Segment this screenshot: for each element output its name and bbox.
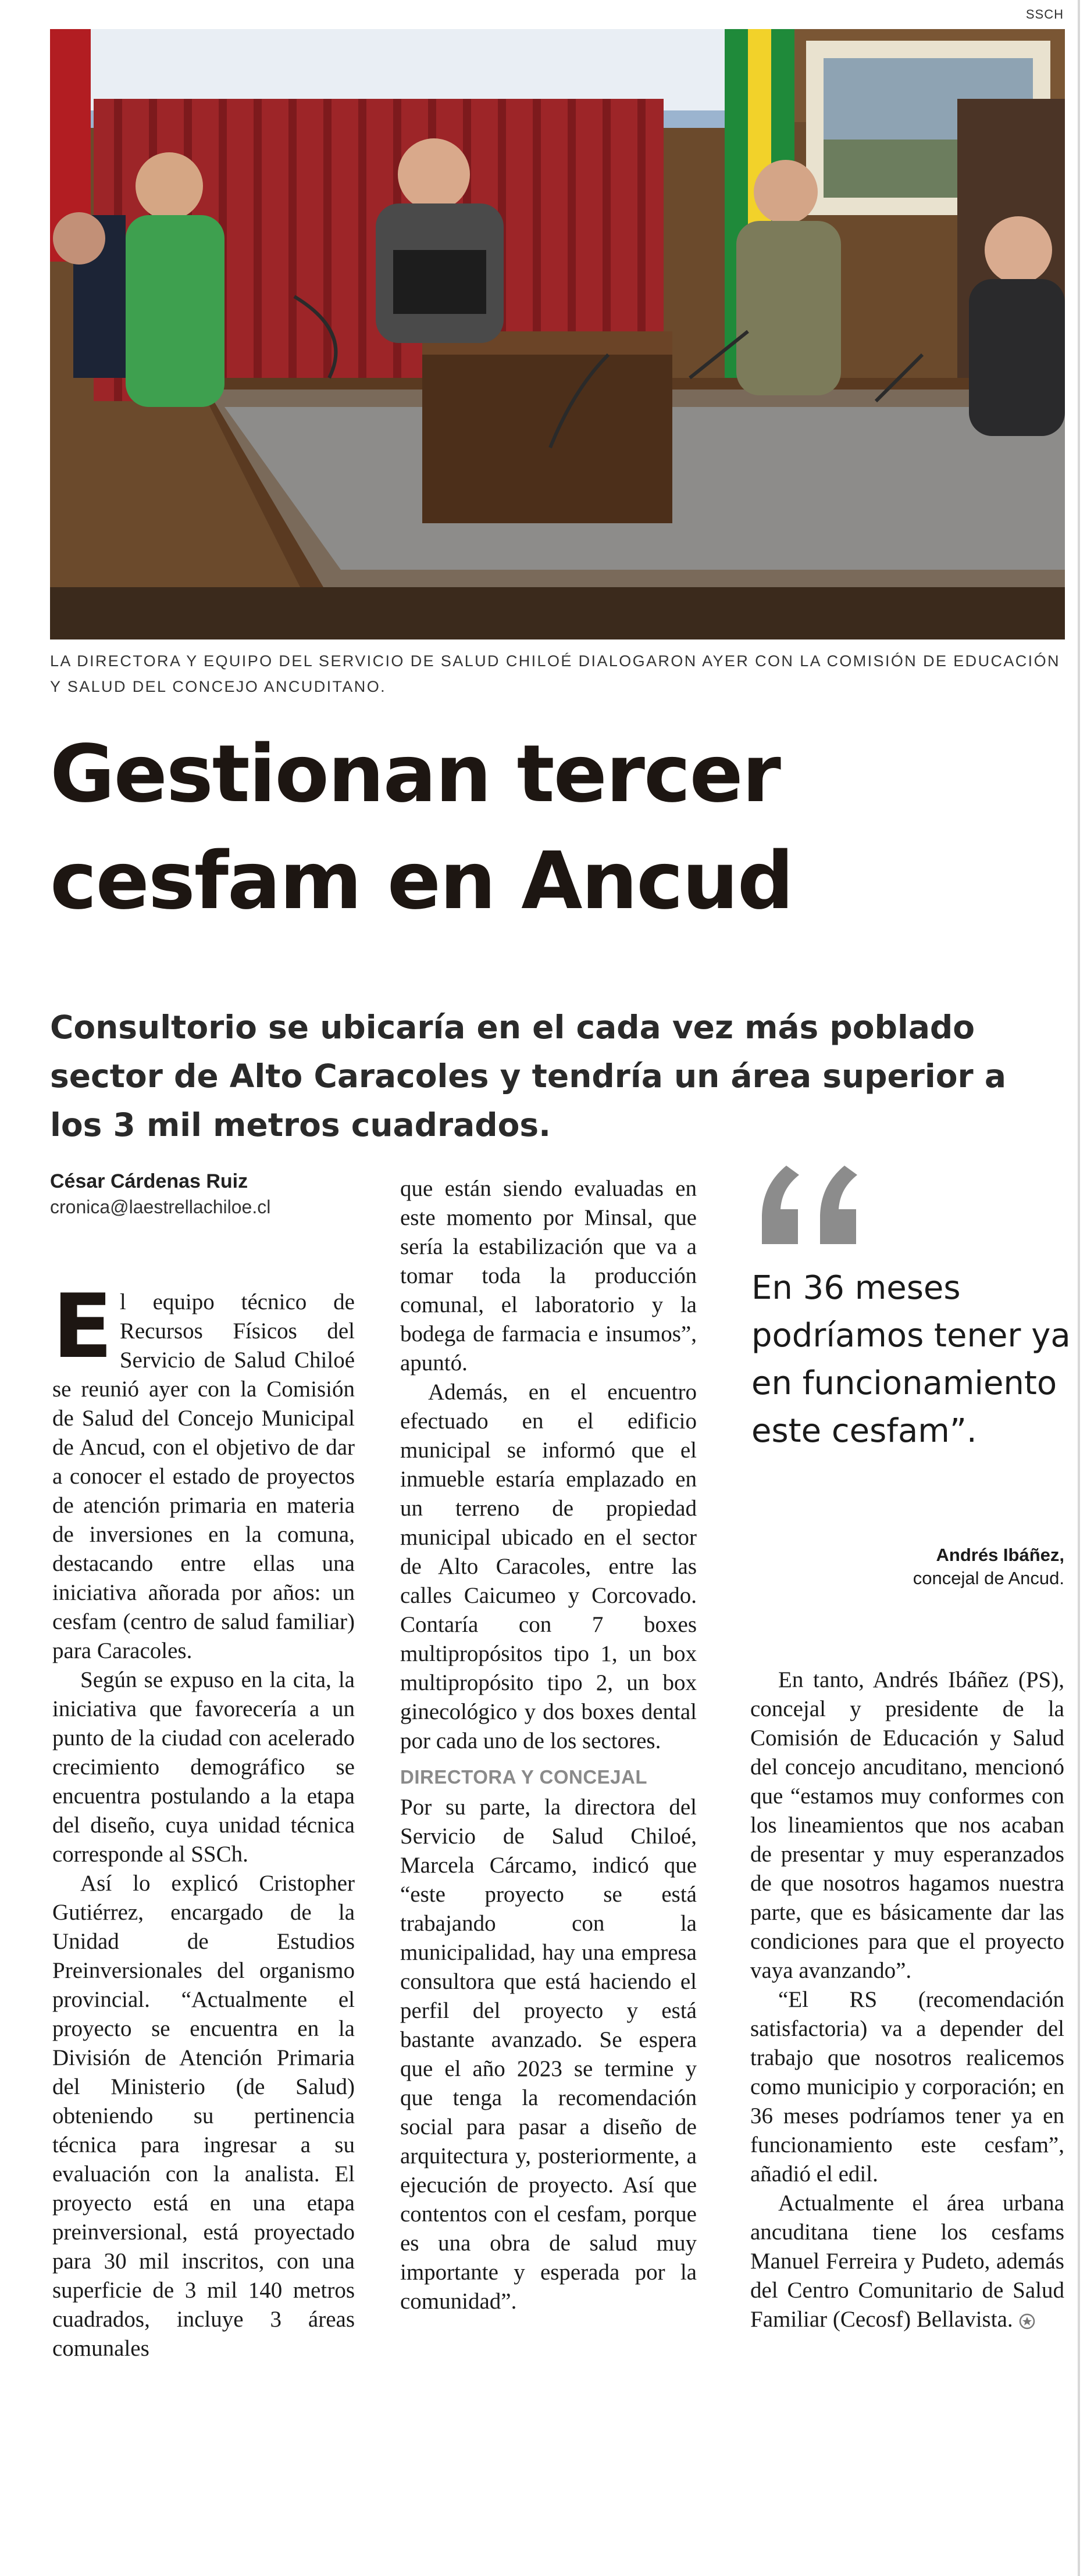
author-name: César Cárdenas Ruiz (50, 1170, 248, 1192)
drop-cap: E (52, 1275, 113, 1378)
photo-caption: LA DIRECTORA Y EQUIPO DEL SERVICIO DE SALUD CHILOÉ DIALOGARON AYER CON LA COMISIÓN DE EDUCACIÓN Y SALUD DEL CONCEJO ANCUDITANO. (50, 652, 1060, 695)
news-photo (50, 29, 1065, 639)
headline-line-2: cesfam en Ancud (50, 835, 793, 927)
article-column-2 (400, 1174, 697, 2316)
page-edge-rule (1078, 0, 1080, 2576)
attribution-name: Andrés Ibáñez, (936, 1545, 1064, 1565)
paragraph-1-text: l equipo técnico de Recursos Físicos del Servicio de Salud Chiloé se reunió ayer con la Comisión de Salud del Concejo Municipal de Ancud, con el objetivo de dar a conocer el estado de proyectos de atención primaria en materia de inversiones en la comuna, destacando entre ellas una iniciativa añorada por años: un cesfam (centro de salud familiar) para Caracoles. (52, 1289, 355, 1663)
attribution-role: concejal de Ancud. (913, 1568, 1064, 1588)
headline (50, 721, 1065, 935)
paragraph-2: Según se expuso en la cita, la iniciativa que favorecería a un punto de la ciudad con acelerado crecimiento demográfico se encuentra postulando a la etapa del diseño, cuya unidad técnica corresponde al SSCh. (52, 1667, 355, 1867)
article-column-1 (52, 1275, 355, 2363)
article-column-3 (750, 1666, 1064, 2334)
paragraph-5: Por su parte, la directora del Servicio de Salud Chiloé, Marcela Cárcamo, indicó que “este proyecto se está trabajando con la municipalidad, hay una empresa consultora que está haciendo el perfil del proyecto y está bastante avanzado. Se espera que el año 2023 se termine y que tenga la recomendación social para pasar a diseño de arquitectura y, posteriormente, a ejecución de proyecto. Así que contentos con el cesfam, porque es una obra de salud muy importante y esperada por la comunidad”. (400, 1795, 697, 2314)
paragraph-4: Además, en el encuentro efectuado en el edificio municipal se informó que el inmueble estaría emplazado en un terreno de propiedad municipal ubicado en el sector de Alto Caracoles, entre las calles Caicumeo y Corcovado. Contaría con 7 boxes multipropósitos tipo 1, un box multipropósito tipo 2, un box ginecológico y dos boxes dental por cada uno de los sectores. (400, 1380, 697, 1753)
section-subtitle: DIRECTORA Y CONCEJAL (400, 1766, 648, 1788)
pull-quote: En 36 meses podríamos tener ya en funcionamiento este cesfam”. (751, 1269, 1071, 1450)
paragraph-1 (52, 1275, 355, 1666)
paragraph-3-continued: que están siendo evaluadas en este momento por Minsal, que sería la estabilización que va a tomar toda la producción comunal, el laboratorio y la bodega de farmacia e insumos”, apuntó. (400, 1176, 697, 1375)
subheadline: Consultorio se ubicaría en el cada vez más poblado sector de Alto Caracoles y tendría un área superior a los 3 mil metros cuadrados. (50, 1009, 1006, 1144)
paragraph-6: En tanto, Andrés Ibáñez (PS), concejal y presidente de la Comisión de Educación y Salud del concejo ancuditano, mencionó que “estamos muy conformes con los lineamientos que nos acaban de presentar y muy esperanzados de que nosotros hagamos nuestra parte, que es básicamente dar las condiciones para que el proyecto vaya avanzando”. (750, 1667, 1064, 1983)
byline (50, 1169, 270, 1220)
end-of-article-icon (1018, 2313, 1036, 2330)
section-tag: SSCH (1025, 7, 1064, 22)
paragraph-8 (750, 2189, 1064, 2334)
paragraph-8-text: Actualmente el área urbana ancuditana tiene los cesfams Manuel Ferreira y Pudeto, además del Centro Comunitario de Salud Familiar (Cecosf) Bellavista. (750, 2191, 1064, 2332)
author-email[interactable]: cronica@laestrellachiloe.cl (50, 1196, 271, 1217)
paragraph-7: “El RS (recomendación satisfactoria) va a depender del trabajo que nosotros realicemos como municipio y corporación; en 36 meses podríamos tener ya en funcionamiento este cesfam”, añadió el edil. (750, 1987, 1064, 2186)
quote-mark-icon (751, 1160, 868, 1253)
pull-quote-attribution (750, 1544, 1064, 1590)
headline-line-1: Gestionan tercer (50, 728, 780, 820)
paragraph-3: Así lo explicó Cristopher Gutiérrez, encargado de la Unidad de Estudios Preinversionales del organismo provincial. “Actualmente el proyecto se encuentra en la División de Atención Primaria del Ministerio (de Salud) obteniendo su pertinencia técnica para ingresar a su evaluación con la analista. El proyecto está en una etapa preinversional, está proyectado para 30 mil inscritos, con una superficie de 3 mil 140 metros cuadrados, incluye 3 áreas comunales (52, 1871, 355, 2361)
